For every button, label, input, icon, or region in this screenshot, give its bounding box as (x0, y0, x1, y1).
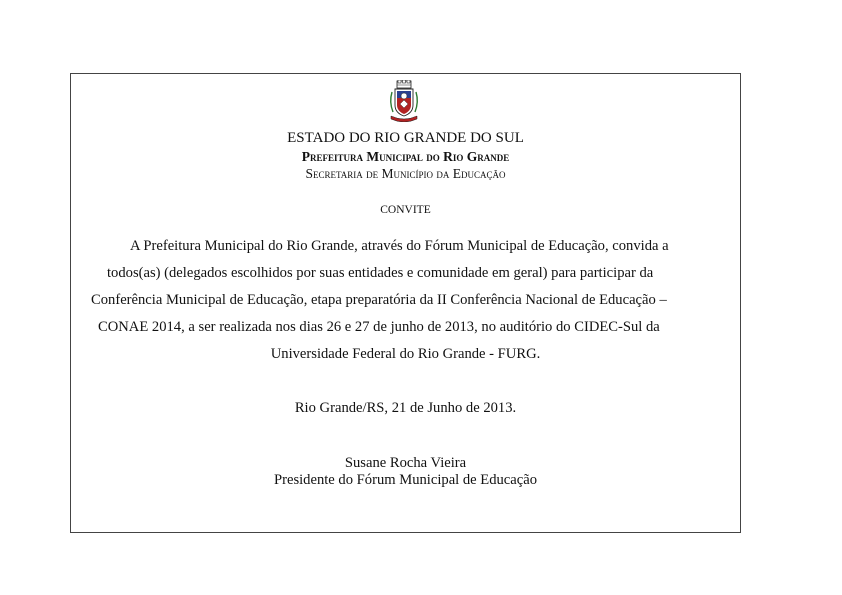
body-line: CONAE 2014, a ser realizada nos dias 26 e 27 de junho de 2013, no auditório do CIDEC-Sul da (98, 319, 660, 335)
signatory-role: Presidente do Fórum Municipal de Educação (273, 472, 538, 488)
secretariat-heading: Secretaria de Município da Educação (305, 166, 506, 181)
signatory-name: Susane Rocha Vieira (344, 455, 467, 471)
prefecture-heading: Prefeitura Municipal do Rio Grande (301, 149, 510, 164)
body-line: A Prefeitura Municipal do Rio Grande, através do Fórum Municipal de Educação, convida a (130, 238, 669, 254)
state-heading: ESTADO DO RIO GRANDE DO SUL (287, 130, 524, 146)
document-title: CONVITE (380, 204, 431, 216)
date-line: Rio Grande/RS, 21 de Junho de 2013. (294, 400, 517, 416)
municipal-coat-of-arms-icon (388, 80, 420, 122)
body-line: todos(as) (delegados escolhidos por suas entidades e comunidade em geral) para participar da (107, 265, 654, 281)
body-line: Conferência Municipal de Educação, etapa preparatória da II Conferência Nacional de Educação – (91, 292, 667, 308)
body-line: Universidade Federal do Rio Grande - FURG. (270, 346, 541, 362)
